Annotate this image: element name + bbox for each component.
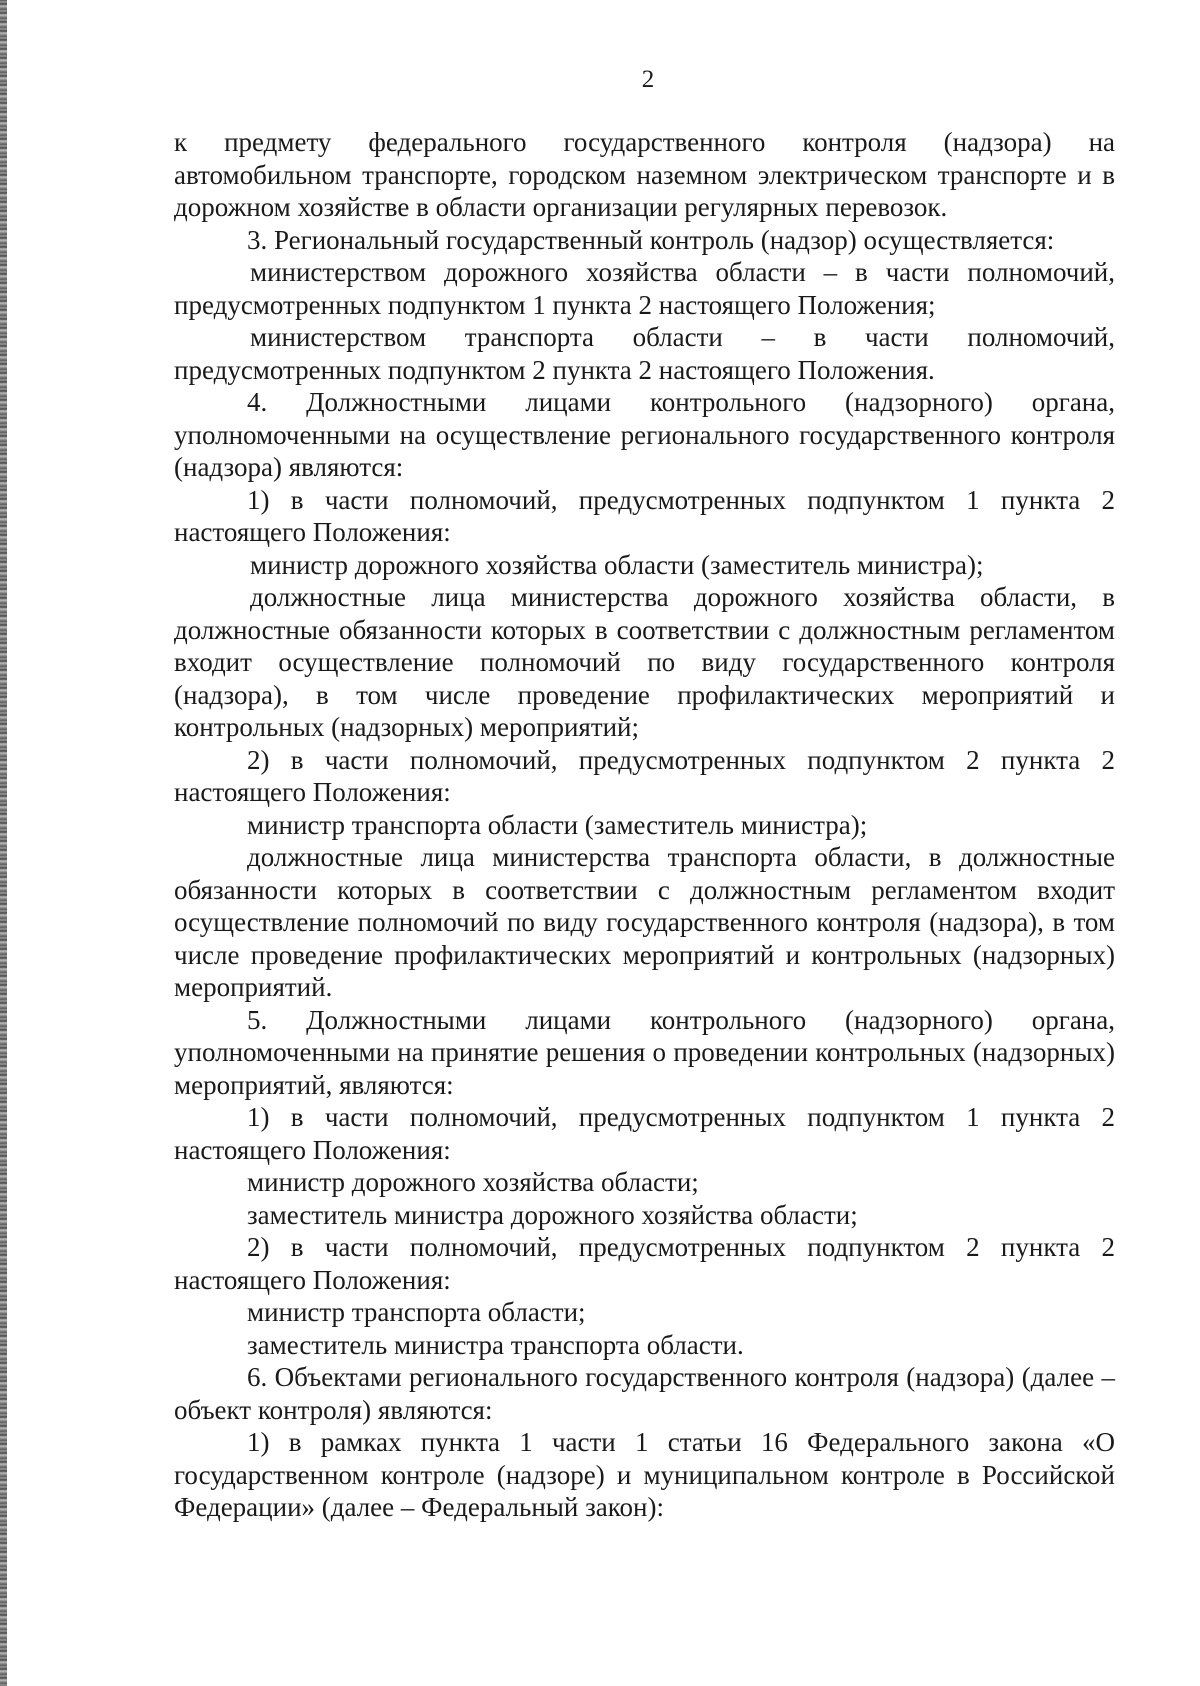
paragraph: к предмету федерального государственного контроля (надзора) на автомобильном транспорте, городском наземном электрическом транспорте и в дорожном хозяйстве в области организации регулярных перевозок. — [174, 127, 1115, 222]
paragraph: министр дорожного хозяйства области (заместитель министра); — [250, 549, 984, 580]
paragraph: министерством транспорта области – в части полномочий, предусмотренных подпунктом 2 пункта 2 настоящего Положения. — [174, 322, 1115, 385]
document-body — [174, 126, 1115, 1524]
paragraph: заместитель министра дорожного хозяйства области; — [247, 1199, 858, 1230]
paragraph: 2) в части полномочий, предусмотренных подпунктом 2 пункта 2 настоящего Положения: — [174, 744, 1115, 807]
paragraph: 2) в части полномочий, предусмотренных подпунктом 2 пункта 2 настоящего Положения: — [174, 1232, 1115, 1295]
paragraph: заместитель министра транспорта области. — [247, 1329, 744, 1360]
paragraph: 4. Должностными лицами контрольного (надзорного) органа, уполномоченными на осуществление регионального государственного контроля (надзора) являются: — [174, 387, 1115, 482]
paragraph: министр транспорта области; — [247, 1297, 586, 1327]
paragraph: 1) в части полномочий, предусмотренных подпунктом 1 пункта 2 настоящего Положения: — [174, 1102, 1115, 1165]
paragraph: министр дорожного хозяйства области; — [247, 1167, 699, 1197]
paragraph: 6. Объектами регионального государственного контроля (надзора) (далее – объект контроля) являются: — [174, 1362, 1115, 1425]
paragraph: должностные лица министерства транспорта области, в должностные обязанности которых в соответствии с должностным регламентом входит осуществление полномочий по виду государственного контроля (надзора), в том числе проведение профилактических мероприятий и контрольных (надзорных) мероприятий. — [174, 842, 1115, 1002]
page-number: 2 — [641, 66, 655, 93]
paragraph: должностные лица министерства дорожного хозяйства области, в должностные обязанности которых в соответствии с должностным регламентом входит осуществление полномочий по виду государственного контроля (надзора), в том числе проведение профилактических мероприятий и контрольных (надзорных) мероприятий; — [174, 582, 1115, 742]
paragraph: 5. Должностными лицами контрольного (надзорного) органа, уполномоченными на принятие решения о проведении контрольных (надзорных) мероприятий, являются: — [174, 1004, 1115, 1100]
scan-edge — [0, 0, 7, 1686]
paragraph: 1) в рамках пункта 1 части 1 статьи 16 Федерального закона «О государственном контроле (надзоре) и муниципальном контроле в Российской Федерации» (далее – Федеральный закон): — [174, 1427, 1115, 1522]
paragraph: 3. Региональный государственный контроль (надзор) осуществляется: — [247, 224, 1055, 255]
paragraph: 1) в части полномочий, предусмотренных подпунктом 1 пункта 2 настоящего Положения: — [174, 484, 1115, 547]
paragraph: министерством дорожного хозяйства области – в части полномочий, предусмотренных подпунктом 1 пункта 2 настоящего Положения; — [174, 257, 1115, 320]
paragraph: министр транспорта области (заместитель министра); — [247, 809, 868, 840]
